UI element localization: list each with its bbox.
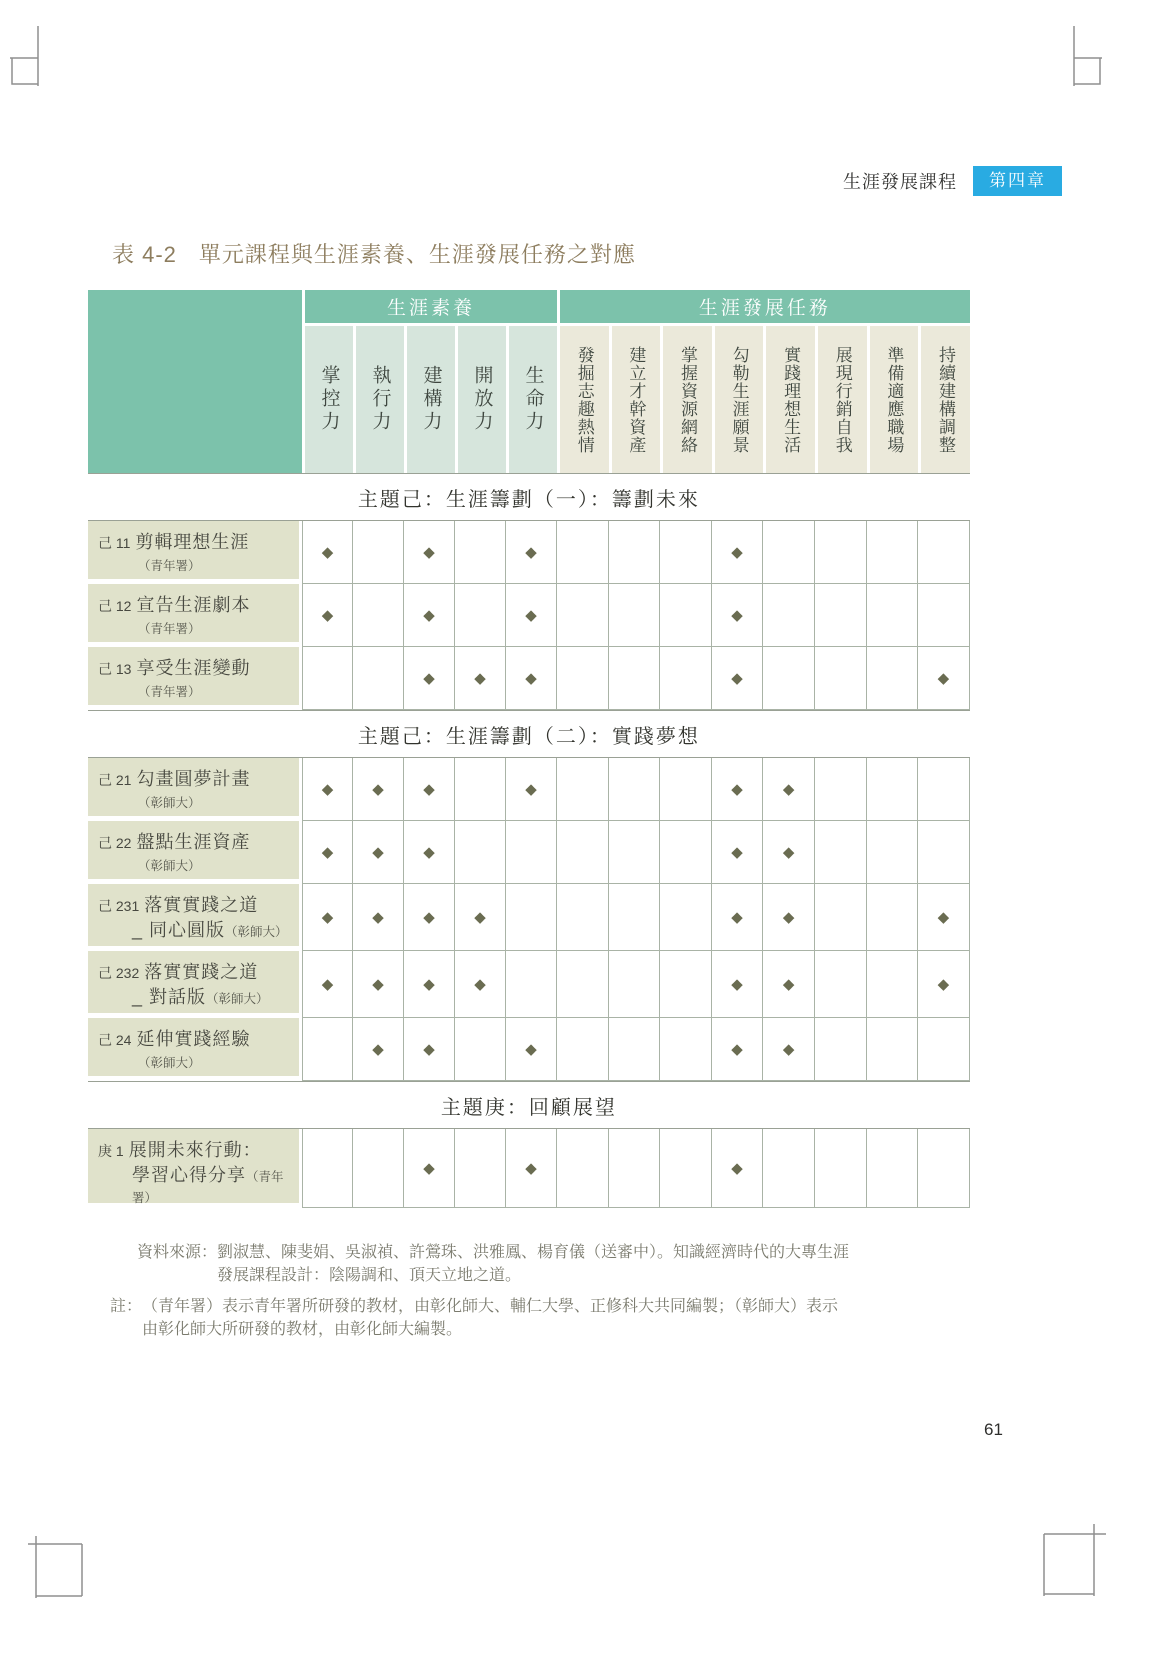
task-column-header: 持續建構調整 <box>918 323 970 473</box>
matrix-cell <box>867 584 919 647</box>
matrix-cell <box>867 758 919 821</box>
diamond-icon: ◆ <box>525 543 537 561</box>
matrix-cell <box>763 758 815 821</box>
remark-note-line1: （青年署）表示青年署所研發的教材，由彰化師大、輔仁大學、正修科大共同編製；（彰師大）表示 <box>142 1298 839 1316</box>
section-header: 主題庚：回顧展望 <box>88 1081 970 1129</box>
unit-source: （青年署） <box>138 621 201 636</box>
table-title <box>112 238 636 269</box>
matrix-cell <box>815 951 867 1018</box>
matrix-cell <box>455 1129 506 1208</box>
diamond-icon: ◆ <box>423 1159 435 1177</box>
matrix-cell <box>609 647 661 710</box>
unit-source: （彰師大） <box>225 924 288 939</box>
unit-source: （彰師大） <box>138 795 201 810</box>
task-column-header: 展現行銷自我 <box>815 323 867 473</box>
matrix-cell <box>353 758 404 821</box>
unit-label <box>88 821 302 883</box>
unit-source: （青年署） <box>138 558 201 573</box>
footnotes <box>110 1242 1057 1342</box>
matrix-cell <box>660 521 712 584</box>
matrix-cell <box>763 521 815 584</box>
unit-name-line2: _ 對話版 <box>132 986 207 1007</box>
unit-code: 己 22 <box>98 835 132 851</box>
diamond-icon: ◆ <box>423 543 435 561</box>
matrix-cell <box>660 821 712 884</box>
matrix-cell <box>763 1129 815 1208</box>
diamond-icon: ◆ <box>423 606 435 624</box>
table-title-text: 單元課程與生涯素養、生涯發展任務之對應 <box>198 242 636 267</box>
matrix-cell <box>404 584 455 647</box>
diamond-icon: ◆ <box>525 1040 537 1058</box>
diamond-icon: ◆ <box>525 1159 537 1177</box>
matrix-cell <box>302 584 353 647</box>
column-group-tasks: 生涯發展任務 <box>557 290 970 323</box>
matrix-cell <box>404 1129 455 1208</box>
matrix-cell <box>557 951 609 1018</box>
matrix-cell <box>557 1129 609 1208</box>
column-group-competencies: 生涯素養 <box>302 290 557 323</box>
unit-label <box>88 884 302 950</box>
matrix-table <box>88 290 970 1208</box>
unit-label <box>88 1018 302 1080</box>
matrix-cell <box>918 821 970 884</box>
unit-label <box>88 1129 302 1207</box>
unit-source: （彰師大） <box>138 858 201 873</box>
matrix-cell <box>302 884 353 951</box>
competency-column-header: 建構力 <box>404 323 455 473</box>
matrix-cell <box>302 951 353 1018</box>
unit-source: （青年署） <box>132 1169 284 1206</box>
matrix-cell <box>506 647 557 710</box>
matrix-cell <box>455 521 506 584</box>
diamond-icon: ◆ <box>372 780 384 798</box>
diamond-icon: ◆ <box>525 669 537 687</box>
unit-name: 延伸實踐經驗 <box>136 1029 251 1049</box>
matrix-cell <box>455 647 506 710</box>
matrix-cell <box>712 1129 764 1208</box>
matrix-cell <box>302 1129 353 1208</box>
diamond-icon: ◆ <box>782 843 795 861</box>
unit-code: 己 12 <box>98 598 132 614</box>
running-head <box>843 166 1062 196</box>
diamond-icon: ◆ <box>731 543 743 561</box>
table-number: 表 4-2 <box>112 242 177 267</box>
matrix-cell <box>867 884 919 951</box>
unit-code: 己 232 <box>98 965 140 981</box>
matrix-cell <box>712 821 764 884</box>
unit-source: （彰師大） <box>206 991 269 1006</box>
unit-name: 展開未來行動： <box>128 1140 262 1160</box>
diamond-icon: ◆ <box>525 606 537 624</box>
matrix-cell <box>763 584 815 647</box>
matrix-cell <box>353 521 404 584</box>
matrix-cell <box>404 884 455 951</box>
matrix-cell <box>455 1018 506 1081</box>
source-note-line1: 劉淑慧、陳斐娟、吳淑禎、許鶯珠、洪雅鳳、楊育儀（送審中）。知識經濟時代的大專生涯 <box>217 1244 850 1261</box>
unit-code: 己 24 <box>98 1032 132 1048</box>
matrix-cell <box>557 584 609 647</box>
matrix-cell <box>815 821 867 884</box>
matrix-cell <box>712 758 764 821</box>
matrix-cell <box>609 1018 661 1081</box>
matrix-cell <box>867 1129 919 1208</box>
diamond-icon: ◆ <box>321 908 334 926</box>
matrix-cell <box>404 758 455 821</box>
unit-code: 庚 1 <box>98 1143 124 1159</box>
unit-name: 勾畫圓夢計畫 <box>136 769 251 789</box>
matrix-cell <box>557 647 609 710</box>
diamond-icon: ◆ <box>372 1040 384 1058</box>
unit-name-line2: 學習心得分享 <box>132 1164 246 1185</box>
unit-label <box>88 951 302 1017</box>
matrix-cell <box>302 521 353 584</box>
unit-label <box>88 584 302 646</box>
matrix-cell <box>815 521 867 584</box>
matrix-cell <box>815 1018 867 1081</box>
diamond-icon: ◆ <box>474 669 486 687</box>
unit-name: 盤點生涯資產 <box>136 832 251 852</box>
matrix-cell <box>815 884 867 951</box>
matrix-cell <box>815 647 867 710</box>
diamond-icon: ◆ <box>731 908 743 926</box>
unit-code: 己 13 <box>98 661 132 677</box>
matrix-cell <box>660 584 712 647</box>
section-header: 主題己：生涯籌劃（一）：籌劃未來 <box>88 473 970 521</box>
matrix-cell <box>918 1129 970 1208</box>
matrix-cell <box>302 821 353 884</box>
diamond-icon: ◆ <box>372 843 384 861</box>
task-column-header: 建立才幹資產 <box>609 323 661 473</box>
matrix-cell <box>506 1129 557 1208</box>
matrix-cell <box>609 951 661 1018</box>
diamond-icon: ◆ <box>423 1040 435 1058</box>
matrix-cell <box>506 758 557 821</box>
matrix-cell <box>506 951 557 1018</box>
diamond-icon: ◆ <box>423 908 435 926</box>
source-note-line2: 發展課程設計：陰陽調和、頂天立地之道。 <box>217 1266 522 1284</box>
matrix-cell <box>609 1129 661 1208</box>
competency-column-header: 開放力 <box>455 323 506 473</box>
chapter-badge: 第四章 <box>973 166 1062 196</box>
matrix-cell <box>867 821 919 884</box>
matrix-cell <box>867 951 919 1018</box>
remark-note-line2: 由彰化師大所研發的教材，由彰化師大編製。 <box>142 1321 463 1339</box>
matrix-cell <box>609 584 661 647</box>
matrix-cell <box>712 884 764 951</box>
source-note <box>137 1242 1057 1287</box>
matrix-cell <box>455 951 506 1018</box>
diamond-icon: ◆ <box>731 1040 743 1058</box>
diamond-icon: ◆ <box>937 975 950 993</box>
matrix-cell <box>455 884 506 951</box>
matrix-cell <box>712 647 764 710</box>
diamond-icon: ◆ <box>731 780 743 798</box>
matrix-cell <box>660 884 712 951</box>
task-column-header: 準備適應職場 <box>867 323 919 473</box>
matrix-cell <box>506 521 557 584</box>
table-corner-block <box>88 290 302 473</box>
diamond-icon: ◆ <box>937 669 950 687</box>
competency-column-header: 執行力 <box>353 323 404 473</box>
matrix-cell <box>455 821 506 884</box>
unit-name: 剪輯理想生涯 <box>135 532 250 552</box>
diamond-icon: ◆ <box>731 669 743 687</box>
matrix-cell <box>557 884 609 951</box>
diamond-icon: ◆ <box>731 1159 743 1177</box>
matrix-cell <box>455 758 506 821</box>
diamond-icon: ◆ <box>423 975 435 993</box>
page-number: 61 <box>984 1420 1003 1439</box>
diamond-icon: ◆ <box>525 780 537 798</box>
matrix-cell <box>302 758 353 821</box>
matrix-cell <box>918 884 970 951</box>
matrix-cell <box>763 1018 815 1081</box>
matrix-cell <box>867 647 919 710</box>
diamond-icon: ◆ <box>782 780 795 798</box>
unit-name: 落實實踐之道 <box>144 962 259 982</box>
unit-code: 己 11 <box>98 535 131 551</box>
diamond-icon: ◆ <box>474 975 486 993</box>
matrix-cell <box>506 1018 557 1081</box>
matrix-cell <box>609 884 661 951</box>
matrix-cell <box>660 951 712 1018</box>
matrix-cell <box>557 1018 609 1081</box>
unit-label <box>88 521 302 583</box>
matrix-cell <box>867 521 919 584</box>
matrix-cell <box>506 821 557 884</box>
matrix-cell <box>404 1018 455 1081</box>
unit-label <box>88 758 302 820</box>
section-header: 主題己：生涯籌劃（二）：實踐夢想 <box>88 710 970 758</box>
task-column-header: 發掘志趣熱情 <box>557 323 609 473</box>
matrix-cell <box>815 1129 867 1208</box>
matrix-cell <box>918 521 970 584</box>
source-note-label: 資料來源： <box>137 1244 218 1261</box>
matrix-cell <box>353 884 404 951</box>
matrix-cell <box>918 951 970 1018</box>
matrix-cell <box>918 1018 970 1081</box>
diamond-icon: ◆ <box>321 606 334 624</box>
diamond-icon: ◆ <box>782 1040 795 1058</box>
matrix-cell <box>918 758 970 821</box>
unit-name-line2: _ 同心圓版 <box>132 919 226 940</box>
crop-mark-bottom-right <box>1036 1524 1106 1604</box>
matrix-cell <box>455 584 506 647</box>
unit-code: 己 21 <box>98 772 132 788</box>
diamond-icon: ◆ <box>731 606 743 624</box>
diamond-icon: ◆ <box>782 975 795 993</box>
crop-mark-top-left <box>10 26 68 88</box>
matrix-cell <box>815 758 867 821</box>
diamond-icon: ◆ <box>321 543 334 561</box>
matrix-cell <box>609 758 661 821</box>
matrix-cell <box>353 1129 404 1208</box>
matrix-cell <box>609 521 661 584</box>
diamond-icon: ◆ <box>782 908 795 926</box>
matrix-cell <box>353 821 404 884</box>
diamond-icon: ◆ <box>321 843 334 861</box>
matrix-cell <box>712 1018 764 1081</box>
running-head-label: 生涯發展課程 <box>843 172 957 192</box>
remark-note-label: 註： <box>110 1298 143 1316</box>
matrix-cell <box>712 584 764 647</box>
unit-code: 己 231 <box>98 898 140 914</box>
unit-label <box>88 647 302 709</box>
matrix-cell <box>404 521 455 584</box>
diamond-icon: ◆ <box>423 669 435 687</box>
diamond-icon: ◆ <box>937 908 950 926</box>
matrix-cell <box>404 821 455 884</box>
matrix-cell <box>712 521 764 584</box>
diamond-icon: ◆ <box>321 780 334 798</box>
unit-source: （彰師大） <box>138 1055 201 1070</box>
matrix-cell <box>557 521 609 584</box>
matrix-cell <box>302 1018 353 1081</box>
matrix-cell <box>918 647 970 710</box>
crop-mark-top-right <box>1044 26 1102 88</box>
matrix-cell <box>353 1018 404 1081</box>
task-column-header: 掌握資源網絡 <box>660 323 712 473</box>
competency-column-header: 生命力 <box>506 323 557 473</box>
matrix-cell <box>712 951 764 1018</box>
unit-name: 落實實踐之道 <box>144 895 259 915</box>
matrix-cell <box>506 884 557 951</box>
matrix-cell <box>353 951 404 1018</box>
diamond-icon: ◆ <box>372 975 384 993</box>
matrix-cell <box>815 584 867 647</box>
diamond-icon: ◆ <box>372 908 384 926</box>
unit-name: 享受生涯變動 <box>136 658 251 678</box>
matrix-cell <box>918 584 970 647</box>
crop-mark-bottom-left <box>28 1536 90 1606</box>
task-column-header: 實踐理想生活 <box>763 323 815 473</box>
matrix-cell <box>763 821 815 884</box>
diamond-icon: ◆ <box>321 975 334 993</box>
matrix-cell <box>763 884 815 951</box>
matrix-cell <box>763 647 815 710</box>
task-column-header: 勾勒生涯願景 <box>712 323 764 473</box>
matrix-cell <box>557 821 609 884</box>
diamond-icon: ◆ <box>474 908 486 926</box>
matrix-cell <box>867 1018 919 1081</box>
matrix-cell <box>660 1018 712 1081</box>
matrix-cell <box>353 647 404 710</box>
matrix-cell <box>609 821 661 884</box>
matrix-cell <box>660 1129 712 1208</box>
matrix-cell <box>660 758 712 821</box>
matrix-cell <box>353 584 404 647</box>
competency-column-header: 掌控力 <box>302 323 353 473</box>
matrix-cell <box>660 647 712 710</box>
diamond-icon: ◆ <box>731 975 743 993</box>
diamond-icon: ◆ <box>731 843 743 861</box>
matrix-cell <box>404 647 455 710</box>
matrix-cell <box>763 951 815 1018</box>
diamond-icon: ◆ <box>423 780 435 798</box>
matrix-cell <box>404 951 455 1018</box>
diamond-icon: ◆ <box>423 843 435 861</box>
matrix-cell <box>557 758 609 821</box>
unit-source: （青年署） <box>138 684 201 699</box>
matrix-cell <box>506 584 557 647</box>
unit-name: 宣告生涯劇本 <box>136 595 251 615</box>
matrix-cell <box>302 647 353 710</box>
remark-note <box>110 1296 1057 1341</box>
